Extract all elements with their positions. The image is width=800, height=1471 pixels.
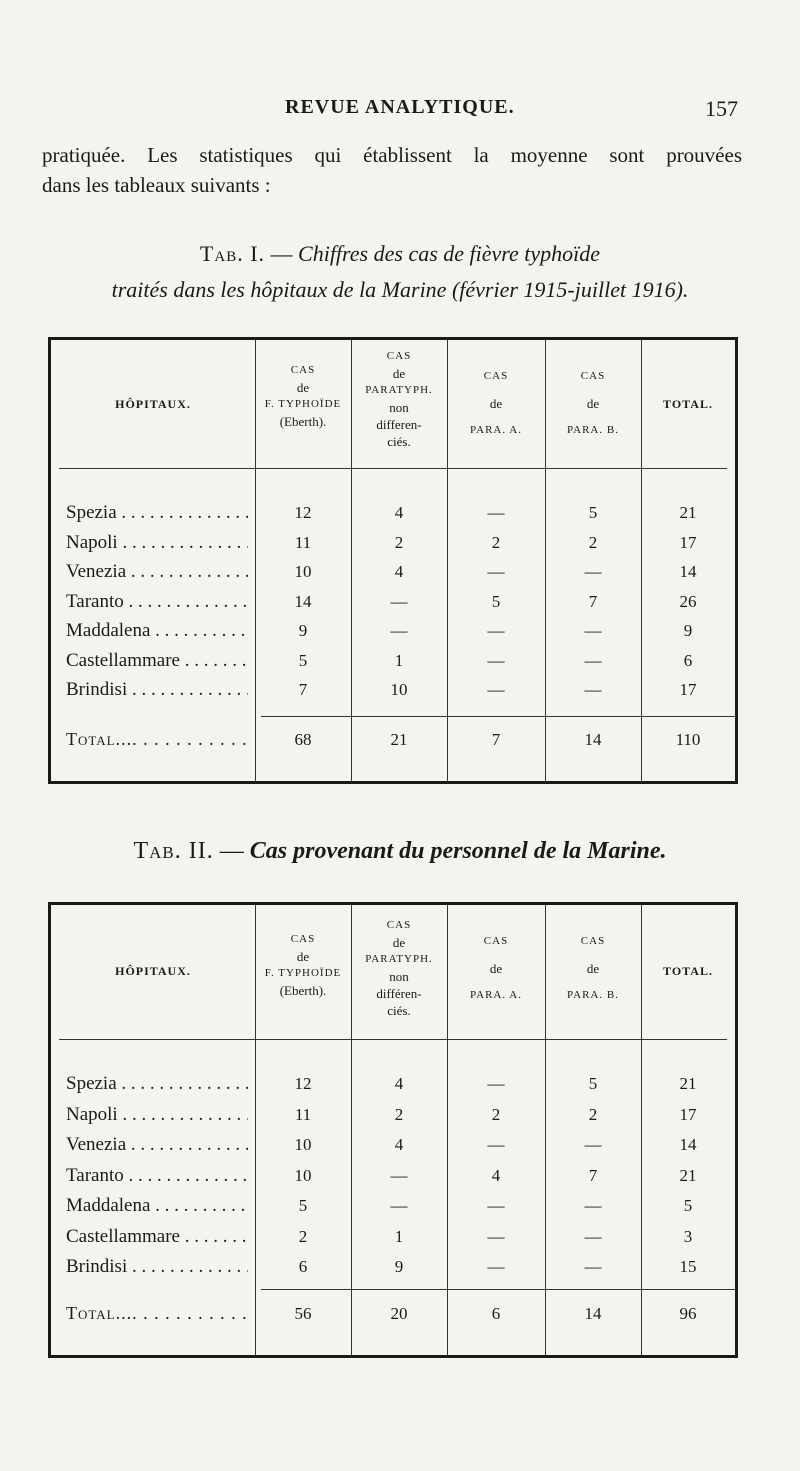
- hospital-name: Castellammare . . .: [66, 646, 248, 675]
- table-row: [51, 1130, 735, 1159]
- hospital-name: Brindisi . . .: [66, 1252, 248, 1281]
- total-para-b: 14: [584, 730, 602, 749]
- table-row: [51, 1191, 735, 1220]
- cell-total: 14: [679, 1135, 697, 1154]
- table-row: [51, 1161, 735, 1190]
- table-row: [51, 528, 735, 557]
- cell-para-a: —: [487, 562, 505, 581]
- cell-para-a: —: [487, 1135, 505, 1154]
- table-row: [51, 498, 735, 527]
- cell-total: 5: [683, 1196, 693, 1215]
- hospital-name: Maddalena . . .: [66, 616, 248, 645]
- cell-para-b: —: [584, 1226, 602, 1246]
- header-hospitals: HÔPITAUX.: [115, 397, 191, 411]
- running-title: REVUE ANALYTIQUE.: [285, 96, 515, 118]
- cell-typhoid: 2: [298, 1226, 308, 1246]
- hospital-name: Napoli . . .: [66, 528, 248, 557]
- header-col-paratyph: CAS de PARATYPH. non differen- ciés.: [365, 350, 433, 449]
- hospital-name: Napoli . . .: [66, 1100, 248, 1129]
- header-col-para-b: CAS de PARA. B.: [567, 935, 619, 1001]
- totals-row: [51, 725, 735, 754]
- header-col-paratyph: CAS de PARATYPH. non différen- ciés.: [365, 919, 433, 1018]
- cell-typhoid: 11: [294, 532, 312, 552]
- cell-total: 15: [679, 1257, 697, 1276]
- cell-para-a: —: [487, 1257, 505, 1276]
- intro-paragraph: [42, 140, 742, 200]
- page-number: 157: [705, 96, 738, 121]
- cell-paratyph: 4: [394, 1074, 404, 1093]
- cell-para-b: —: [584, 1135, 602, 1154]
- table2-label: Tab. II.: [133, 838, 214, 864]
- table-row: [51, 675, 735, 704]
- cell-typhoid: 11: [294, 1104, 312, 1124]
- total-para-a: 7: [491, 730, 501, 749]
- cell-para-a: 2: [491, 1104, 501, 1124]
- cell-typhoid: 6: [298, 1257, 308, 1276]
- cell-para-b: —: [584, 621, 602, 640]
- cell-para-b: 7: [588, 591, 598, 611]
- table2-dash: —: [219, 838, 244, 864]
- cell-typhoid: 7: [298, 680, 308, 699]
- total-typhoid: 68: [294, 730, 312, 749]
- header-col-para-a: CAS de PARA. A.: [470, 935, 522, 1001]
- cell-paratyph: —: [390, 621, 408, 640]
- cell-paratyph: 2: [394, 532, 404, 552]
- hospital-name: Venezia . . .: [66, 557, 248, 586]
- header-hospitals: HÔPITAUX.: [115, 964, 191, 978]
- table-row: [51, 1222, 735, 1251]
- table1: [48, 337, 738, 784]
- intro-line-2: dans les tableaux suivants :: [42, 173, 271, 197]
- cell-total: 21: [679, 1165, 697, 1185]
- cell-para-a: —: [487, 1196, 505, 1215]
- cell-paratyph: 4: [394, 1135, 404, 1154]
- total-para-b: 14: [584, 1304, 602, 1323]
- table1-title-line1: Chiffres des cas de fièvre typhoïde: [298, 241, 601, 266]
- cell-total: 3: [683, 1226, 693, 1246]
- table-row: [51, 616, 735, 645]
- cell-paratyph: 4: [394, 503, 404, 522]
- total-para-a: 6: [491, 1304, 501, 1323]
- cell-para-a: 2: [491, 532, 501, 552]
- table-row: [51, 1100, 735, 1129]
- cell-total: 17: [679, 532, 697, 552]
- cell-para-a: —: [487, 1226, 505, 1246]
- cell-para-b: —: [584, 1257, 602, 1276]
- header-rule: [59, 1039, 727, 1040]
- table-row: [51, 1069, 735, 1098]
- header-total: TOTAL.: [663, 964, 713, 978]
- cell-para-b: —: [584, 562, 602, 581]
- cell-paratyph: 4: [394, 562, 404, 581]
- hospital-name: Castellammare . . .: [66, 1222, 248, 1251]
- total-paratyph: 20: [390, 1304, 408, 1323]
- totals-label: Total.... . . .: [66, 725, 251, 754]
- hospital-name: Venezia . . .: [66, 1130, 248, 1159]
- hospital-name: Spezia . . .: [66, 1069, 248, 1098]
- cell-paratyph: 9: [394, 1257, 404, 1276]
- table2-title: Cas provenant du personnel de la Marine.: [249, 838, 667, 864]
- totals-row: [51, 1299, 735, 1328]
- cell-total: 17: [679, 680, 697, 699]
- table-row: [51, 1252, 735, 1281]
- total-rule: [261, 1289, 735, 1290]
- cell-total: 21: [679, 503, 697, 522]
- cell-paratyph: —: [390, 1165, 408, 1185]
- table2-caption: [40, 838, 760, 865]
- cell-typhoid: 10: [294, 1135, 312, 1154]
- cell-para-b: 2: [588, 1104, 598, 1124]
- hospital-name: Maddalena . . .: [66, 1191, 248, 1220]
- header-col-para-a: CAS de PARA. A.: [470, 370, 522, 436]
- cell-paratyph: 2: [394, 1104, 404, 1124]
- cell-typhoid: 5: [298, 650, 308, 670]
- total-typhoid: 56: [294, 1304, 312, 1323]
- cell-total: 21: [679, 1074, 697, 1093]
- hospital-name: Brindisi . . .: [66, 675, 248, 704]
- header-total: TOTAL.: [663, 397, 713, 411]
- cell-para-b: —: [584, 680, 602, 699]
- total-paratyph: 21: [390, 730, 408, 749]
- header-col-para-b: CAS de PARA. B.: [567, 370, 619, 436]
- header-col-typhoid: CAS de F. TYPHOÏDE (Eberth).: [264, 933, 342, 998]
- hospital-name: Spezia . . .: [66, 498, 248, 527]
- running-head: [0, 96, 800, 124]
- cell-para-a: —: [487, 503, 505, 522]
- cell-para-a: —: [487, 1074, 505, 1093]
- table-row: [51, 587, 735, 616]
- cell-total: 9: [683, 621, 693, 640]
- cell-paratyph: —: [390, 591, 408, 611]
- cell-para-a: —: [487, 650, 505, 670]
- cell-paratyph: 1: [394, 1226, 404, 1246]
- cell-typhoid: 5: [298, 1196, 308, 1215]
- intro-line-1: pratiquée. Les statistiques qui établissent la moyenne sont prouvées: [42, 143, 742, 167]
- cell-para-b: 2: [588, 532, 598, 552]
- cell-para-a: —: [487, 621, 505, 640]
- totals-label: Total.... . . .: [66, 1299, 251, 1328]
- cell-total: 17: [679, 1104, 697, 1124]
- cell-para-a: —: [487, 680, 505, 699]
- cell-para-b: —: [584, 650, 602, 670]
- header-col-typhoid: CAS de F. TYPHOÏDE (Eberth).: [264, 364, 342, 429]
- total-total: 110: [675, 730, 701, 749]
- cell-para-b: 5: [588, 1074, 598, 1093]
- cell-total: 6: [683, 650, 693, 670]
- table1-dash: —: [270, 241, 293, 266]
- cell-para-b: 7: [588, 1165, 598, 1185]
- cell-typhoid: 10: [294, 1165, 312, 1185]
- table2: [48, 902, 738, 1358]
- total-total: 96: [679, 1304, 697, 1323]
- cell-typhoid: 9: [298, 621, 308, 640]
- cell-paratyph: —: [390, 1196, 408, 1215]
- hospital-name: Taranto . . .: [66, 1161, 248, 1190]
- cell-paratyph: 10: [390, 680, 408, 699]
- cell-para-b: —: [584, 1196, 602, 1215]
- cell-total: 14: [679, 562, 697, 581]
- hospital-name: Taranto . . .: [66, 587, 248, 616]
- cell-total: 26: [679, 591, 697, 611]
- table1-label: Tab. I.: [199, 241, 266, 266]
- table-row: [51, 557, 735, 586]
- table-row: [51, 646, 735, 675]
- cell-para-a: 4: [491, 1165, 501, 1185]
- table1-title-line2: traités dans les hôpitaux de la Marine (février 1915-juillet 1916).: [111, 277, 689, 302]
- cell-typhoid: 12: [294, 503, 312, 522]
- cell-typhoid: 12: [294, 1074, 312, 1093]
- cell-para-b: 5: [588, 503, 598, 522]
- cell-typhoid: 14: [294, 591, 312, 611]
- cell-para-a: 5: [491, 591, 501, 611]
- table1-caption: [40, 236, 760, 308]
- cell-typhoid: 10: [294, 562, 312, 581]
- header-rule: [59, 468, 727, 469]
- cell-paratyph: 1: [394, 650, 404, 670]
- total-rule: [261, 716, 735, 717]
